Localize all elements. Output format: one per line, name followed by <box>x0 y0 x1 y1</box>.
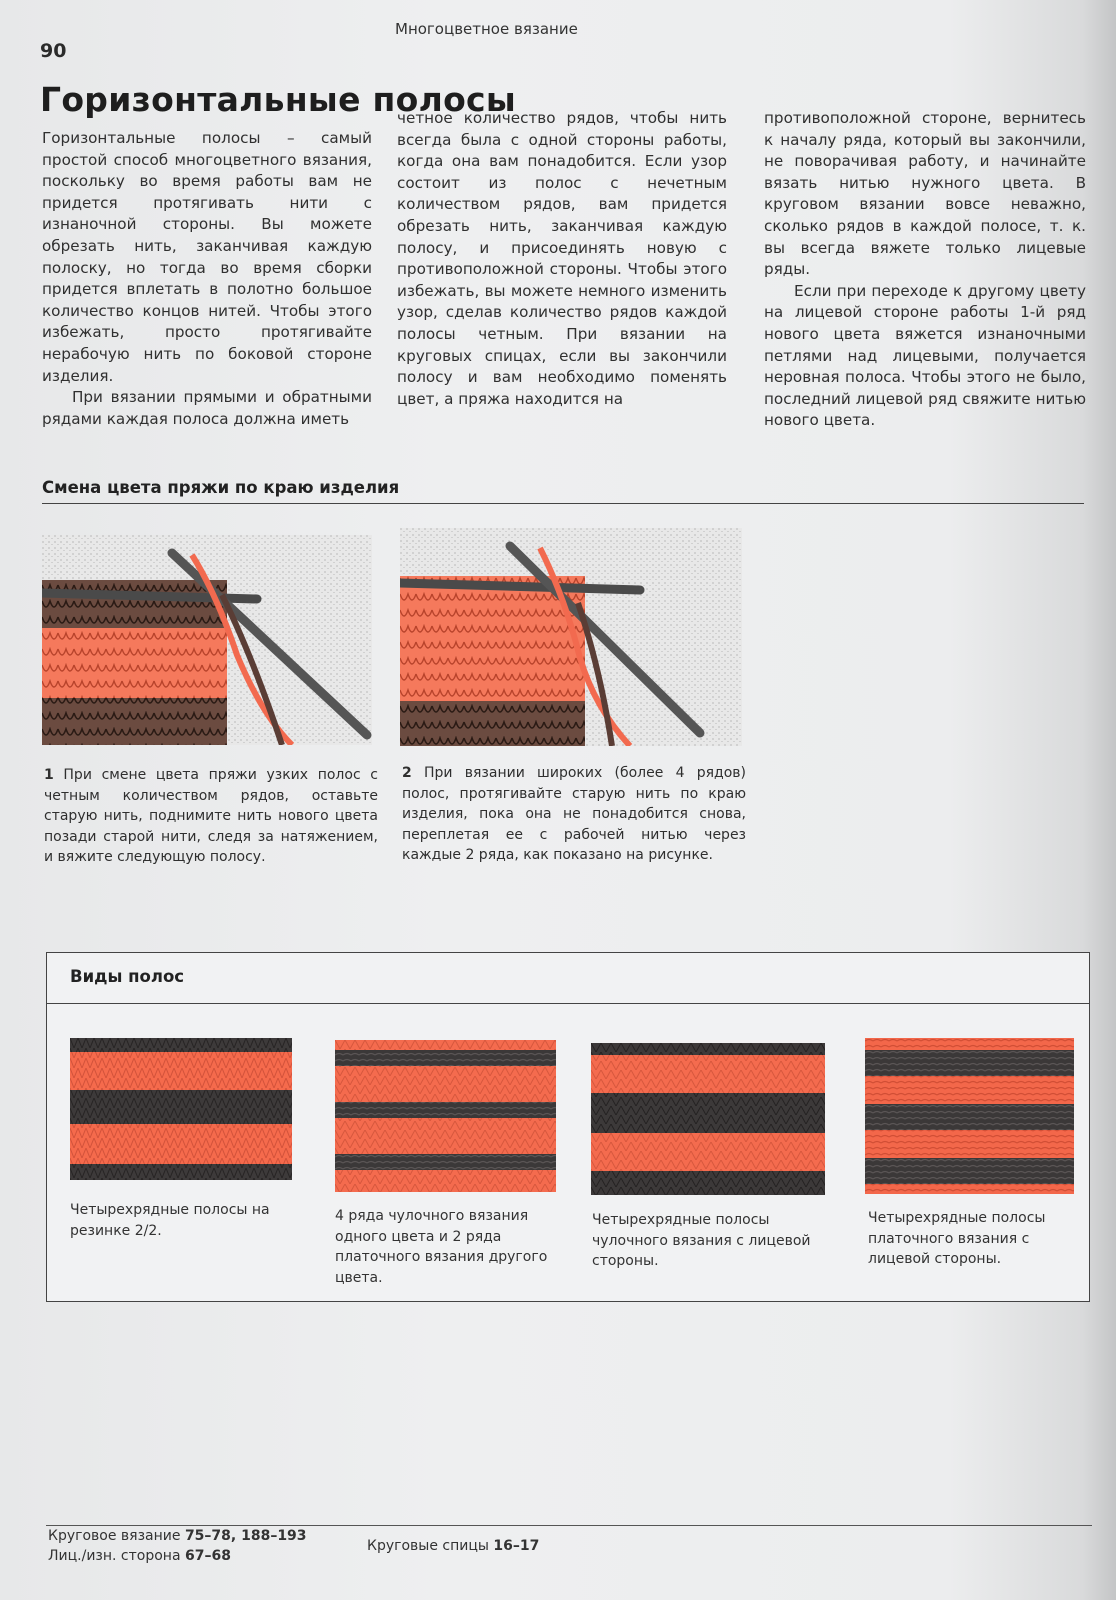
section-title-edge-color-change: Смена цвета пряжи по краю изделия <box>42 478 400 497</box>
text-column-3 <box>764 108 1086 432</box>
paragraph: При вязании прямыми и обратными рядами каждая полоса должна иметь <box>42 388 372 428</box>
swatch-garter-stripes <box>865 1038 1074 1194</box>
footer-ref-pages: 67–68 <box>184 1548 231 1564</box>
swatch-caption: Четырехрядные полосы платочного вязания с лицевой стороны. <box>868 1210 1046 1267</box>
text-column-1 <box>42 128 372 430</box>
paragraph: четное количество рядов, чтобы нить всегда была с одной стороны работы, когда она вам понадобится. Если узор состоит из полос с нечетным количеством рядов, вам придется обрезать нить, заканчивая каждую полосу, и присоединять новую с противоположной стороны. Чтобы этого избежать, вы можете немного изменить узор, сделав количество рядов каждой полосы четным. При вязании на круговых спицах, если вы закончили полосу и вам необходимо поменять цвет, а пряжа находится на <box>397 109 727 408</box>
swatch-caption: Четырехрядные полосы чулочного вязания с лицевой стороны. <box>592 1212 811 1269</box>
figure-caption-2 <box>402 763 746 866</box>
figure-number: 1 <box>44 767 54 783</box>
box-title: Виды полос <box>70 967 185 986</box>
knitting-needles-illustration <box>400 528 742 746</box>
page-number: 90 <box>40 40 67 62</box>
swatch-stockinette-garter-stripes <box>335 1040 556 1192</box>
figure-caption-text: При смене цвета пряжи узких полос с четным количеством рядов, оставьте старую нить, поднимите нить нового цвета позади старой нити, следя за натяжением, и вяжите следующую полосу. <box>44 767 378 865</box>
footer-ref-label: Круговое вязание <box>48 1528 181 1544</box>
figure-number: 2 <box>402 765 412 781</box>
figure-caption-text: При вязании широких (более 4 рядов) полос, протягивайте старую нить по краю изделия, пока она не понадобится снова, переплетая ее с рабочей нитью через каждые 2 ряда, как показано на рисунке. <box>402 765 746 863</box>
paragraph: Горизонтальные полосы – самый простой способ многоцветного вязания, поскольку во время работы вам не придется протягивать нити с изнаночной стороны. Вы можете обрезать нить, заканчивая каждую полоску, но тогда во время сборки придется вплетать в полотно большое количество концов нитей. Чтобы этого избежать, просто протягивайте нерабочую нить по боковой стороне изделия. <box>42 129 372 385</box>
footer-ref <box>48 1548 231 1564</box>
figure-caption-1 <box>44 765 378 868</box>
swatch-rib-stripes <box>70 1038 292 1180</box>
swatch-caption: Четырехрядные полосы на резинке 2/2. <box>70 1202 270 1239</box>
running-head: Многоцветное вязание <box>395 20 578 38</box>
paragraph: Если при переходе к другому цвету на лицевой стороне работы 1-й ряд нового цвета вяжется изнаночными петлями над лицевыми, получается неровная полоса. Чтобы этого не было, последний лицевой ряд свяжите нитью нового цвета. <box>764 281 1086 430</box>
paragraph: противоположной стороне, вернитесь к началу ряда, который вы закончили, не поворачивая работу, и начинайте вязать нитью нужного цвета. В круговом вязании вовсе неважно, сколько рядов в каждой полосе, т. к. вы всегда вяжете только лицевые ряды. <box>764 109 1086 279</box>
footer-ref <box>48 1528 307 1544</box>
box-header <box>47 953 1089 1004</box>
knitting-needles-illustration <box>42 535 372 745</box>
swatch-stockinette-stripes <box>591 1043 825 1195</box>
footer-ref-label: Круговые спицы <box>367 1538 489 1554</box>
footer-ref-pages: 75–78, 188–193 <box>184 1528 307 1544</box>
article-title: Горизонтальные полосы <box>40 80 517 119</box>
footer-ref-label: Лиц./изн. сторона <box>48 1548 181 1564</box>
footer-ref-pages: 16–17 <box>493 1538 540 1554</box>
illustration-wide-stripes <box>400 528 742 746</box>
footer-divider <box>46 1525 1092 1526</box>
text-column-2 <box>397 108 727 410</box>
section-divider <box>42 503 1084 504</box>
illustration-narrow-stripes <box>42 535 372 745</box>
swatch-caption: 4 ряда чулочного вязания одного цвета и 2 ряда платочного вязания другого цвета. <box>335 1208 548 1286</box>
footer-ref <box>367 1538 539 1554</box>
